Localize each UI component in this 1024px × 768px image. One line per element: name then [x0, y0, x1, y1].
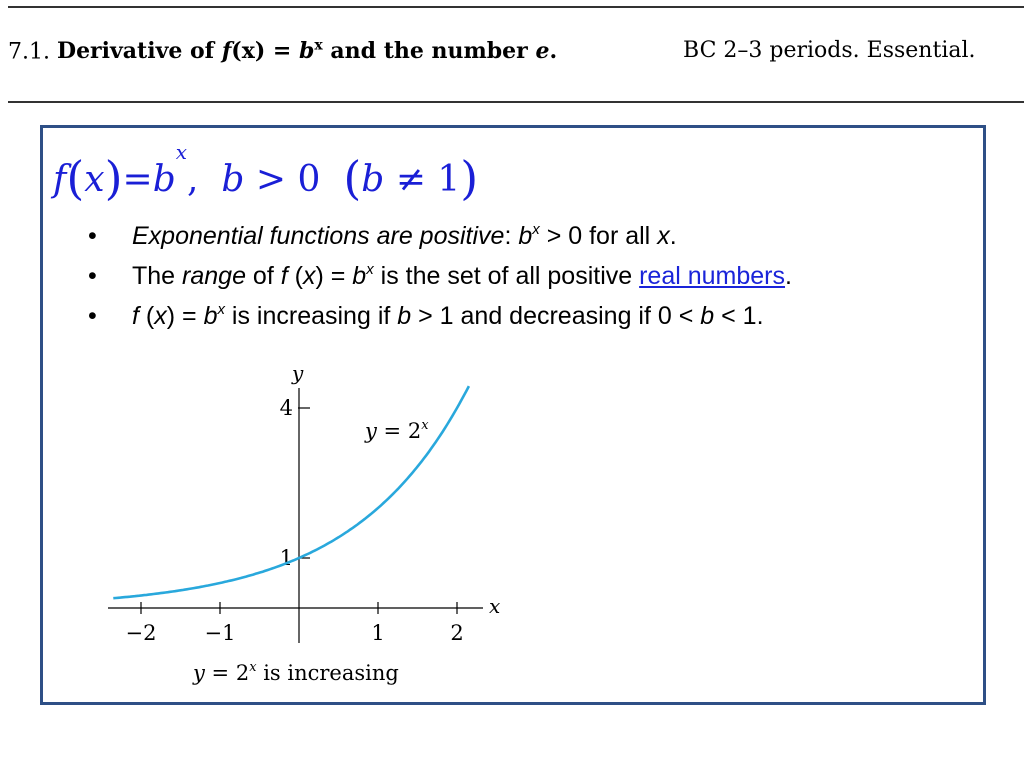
y-tick-label: 4 — [279, 396, 293, 420]
curve-label: $y = 2^x$ — [365, 418, 429, 443]
y-tick-label: 1 — [279, 546, 293, 570]
exponential-graph — [103, 358, 573, 698]
section-number: 7.1. — [8, 39, 50, 65]
section-header — [8, 38, 1008, 70]
x-tick-label: 1 — [371, 621, 385, 645]
bullet-range: • The range of f $(x) = b^x$ is the set of all positive real numbers. — [88, 256, 968, 296]
real-numbers-link[interactable]: real numbers — [639, 262, 786, 290]
bullet-list — [88, 216, 968, 336]
bottom-rule — [8, 101, 1024, 103]
section-title: Derivative of $f(x) = b^x$ and the number e. — [56, 38, 558, 65]
content-box — [40, 125, 986, 705]
y-axis-label: y — [292, 361, 304, 385]
bullet-increasing: • f $(x) = b^x$ is increasing if b > 1 and decreasing if 0 < b < 1. — [88, 296, 968, 336]
y-ticks — [280, 396, 310, 570]
x-axis-label: x — [489, 594, 501, 618]
x-tick-label: 2 — [450, 621, 464, 645]
section-meta: BC 2–3 periods. Essential. — [683, 38, 976, 63]
x-tick-label: −1 — [204, 621, 236, 645]
bullet-positive: • Exponential functions are positive: $b^x > 0$ for all x. — [88, 216, 968, 256]
graph-caption: $y = 2^x$ is increasing — [193, 660, 399, 685]
definition-formula: $f(x)=b^x$, b > 0 (b ≠ 1) — [53, 140, 479, 205]
x-tick-label: −2 — [125, 621, 157, 645]
top-rule — [8, 6, 1024, 8]
